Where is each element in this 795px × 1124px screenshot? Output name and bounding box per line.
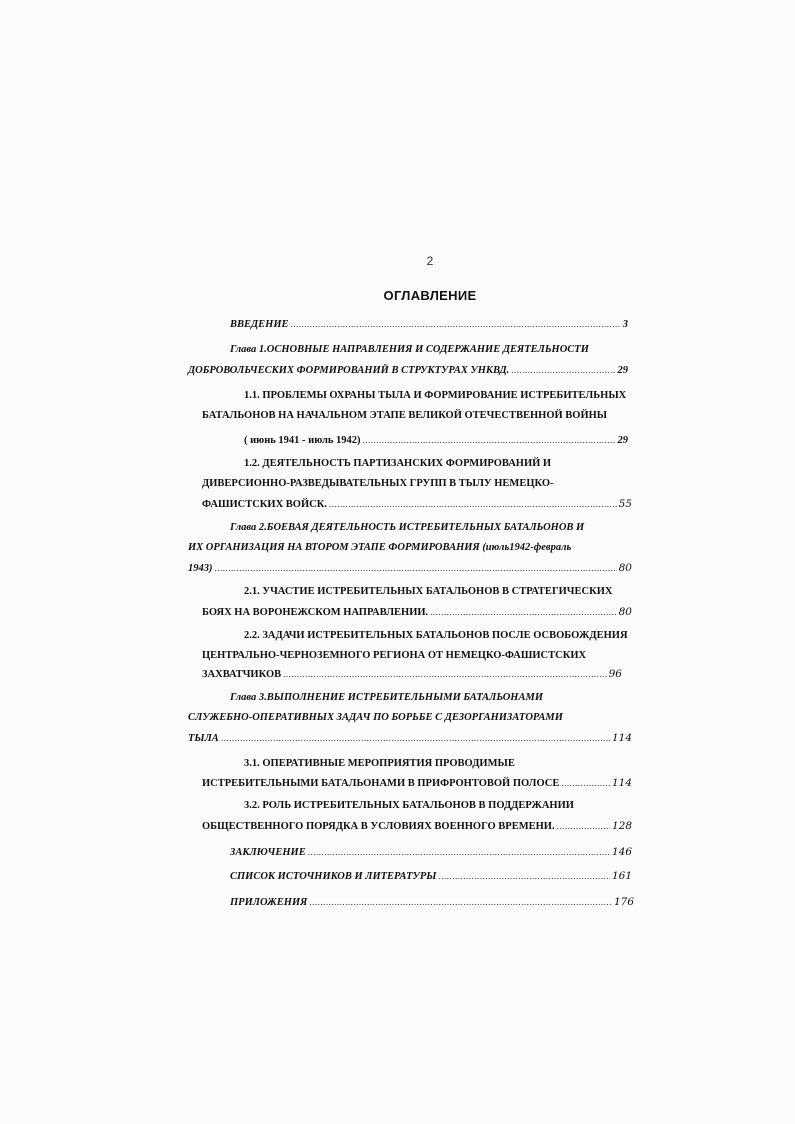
toc-title: ОГЛАВЛЕНИЕ <box>383 288 477 303</box>
toc-entry-chapter-3-line-2[interactable] <box>188 710 648 726</box>
toc-page-number: 176 <box>613 896 634 908</box>
toc-entry-section-3-2-line-1[interactable] <box>244 798 644 814</box>
toc-entry-section-2-1-line-1[interactable] <box>244 584 644 600</box>
toc-entry-section-2-2-line-2[interactable] <box>202 648 642 664</box>
toc-page-number: 55 <box>618 498 632 510</box>
leader-dots <box>363 432 616 448</box>
toc-entry-text: БОЯХ НА ВОРОНЕЖСКОМ НАПРАВЛЕНИИ. <box>202 607 429 618</box>
toc-entry-text: 3.1. ОПЕРАТИВНЫЕ МЕРОПРИЯТИЯ ПРОВОДИМЫЕ <box>244 758 515 769</box>
toc-entry-text: ЗАХВАТЧИКОВ <box>202 669 282 680</box>
toc-entry-text: ОБЩЕСТВЕННОГО ПОРЯДКА В УСЛОВИЯХ ВОЕННОГО ВРЕМЕНИ. <box>202 821 555 832</box>
toc-entry-section-1-1-line-2[interactable] <box>202 408 642 424</box>
toc-page-number: 128 <box>611 820 632 832</box>
toc-entry-text: ПРИЛОЖЕНИЯ <box>230 897 308 908</box>
toc-entry-introduction[interactable] <box>230 316 628 332</box>
toc-entry-section-2-2-line-1[interactable] <box>244 628 644 644</box>
toc-entry-text: 1943) <box>188 563 213 574</box>
toc-entry-text: Глава 3.ВЫПОЛНЕНИЕ ИСТРЕБИТЕЛЬНЫМИ БАТАЛЬОНАМИ <box>230 692 543 703</box>
toc-entry-section-3-2[interactable] <box>202 818 632 834</box>
toc-entry-text: ТЫЛА <box>188 733 219 744</box>
leader-dots <box>329 496 617 512</box>
toc-entry-section-1-2[interactable] <box>202 496 632 512</box>
leader-dots <box>283 666 607 682</box>
toc-entry-text: СПИСОК ИСТОЧНИКОВ И ЛИТЕРАТУРЫ <box>230 871 437 882</box>
toc-entry-section-1-2-line-1[interactable] <box>244 456 644 472</box>
toc-page-number: 114 <box>611 732 632 744</box>
toc-entry-section-2-2[interactable] <box>202 666 622 682</box>
toc-entry-text: ВВЕДЕНИЕ <box>230 319 289 330</box>
toc-entry-chapter-2-line-1[interactable] <box>230 520 650 536</box>
toc-entry-text: ДИВЕРСИОННО-РАЗВЕДЫВАТЕЛЬНЫХ ГРУПП В ТЫЛУ НЕМЕЦКО- <box>202 478 554 489</box>
toc-entry-text: Глава 1.ОСНОВНЫЕ НАПРАВЛЕНИЯ И СОДЕРЖАНИЕ ДЕЯТЕЛЬНОСТИ <box>230 344 589 355</box>
leader-dots <box>291 316 621 332</box>
toc-entry-chapter-3-line-1[interactable] <box>230 690 650 706</box>
toc-page-number: 80 <box>618 562 632 574</box>
toc-page-number: 80 <box>618 606 632 618</box>
toc-entry-conclusion[interactable] <box>230 844 632 860</box>
page-number: 2 <box>426 254 434 268</box>
leader-dots <box>438 868 610 884</box>
toc-page-number: 3 <box>622 319 628 330</box>
toc-page-number: 114 <box>611 777 632 789</box>
toc-entry-section-3-1[interactable] <box>202 775 632 791</box>
toc-entry-text: ИСТРЕБИТЕЛЬНЫМИ БАТАЛЬОНАМИ В ПРИФРОНТОВОЙ ПОЛОСЕ <box>202 778 560 789</box>
toc-entry-chapter-2[interactable] <box>188 560 632 576</box>
toc-page-number: 96 <box>608 668 622 680</box>
toc-entry-text: 1.2. ДЕЯТЕЛЬНОСТЬ ПАРТИЗАНСКИХ ФОРМИРОВАНИЙ И <box>244 458 552 469</box>
toc-entry-bibliography[interactable] <box>230 868 632 884</box>
toc-entry-appendices[interactable] <box>230 894 634 910</box>
toc-entry-text: 3.2. РОЛЬ ИСТРЕБИТЕЛЬНЫХ БАТАЛЬОНОВ В ПОДДЕРЖАНИИ <box>244 800 574 811</box>
leader-dots <box>309 894 612 910</box>
toc-entry-section-1-1[interactable] <box>244 432 628 448</box>
toc-entry-text: ФАШИСТСКИХ ВОЙСК. <box>202 499 327 510</box>
toc-entry-chapter-2-line-2[interactable] <box>188 540 658 556</box>
leader-dots <box>561 775 610 791</box>
toc-entry-text: 2.1. УЧАСТИЕ ИСТРЕБИТЕЛЬНЫХ БАТАЛЬОНОВ В СТРАТЕГИЧЕСКИХ <box>244 586 613 597</box>
leader-dots <box>557 818 610 834</box>
leader-dots <box>308 844 610 860</box>
toc-page-number: 146 <box>611 846 632 858</box>
toc-entry-section-1-2-line-2[interactable] <box>202 476 642 492</box>
toc-entry-section-3-1-line-1[interactable] <box>244 756 644 772</box>
leader-dots <box>430 604 616 620</box>
toc-entry-section-2-1[interactable] <box>202 604 632 620</box>
toc-entry-chapter-1[interactable] <box>188 362 628 378</box>
toc-entry-text: ИХ ОРГАНИЗАЦИЯ НА ВТОРОМ ЭТАПЕ ФОРМИРОВАНИЯ (июль1942-февраль <box>188 542 572 553</box>
toc-page-number: 161 <box>611 870 632 882</box>
toc-page-number: 29 <box>617 435 628 446</box>
toc-entry-text: ЗАКЛЮЧЕНИЕ <box>230 847 306 858</box>
toc-entry-text: ЦЕНТРАЛЬНО-ЧЕРНОЗЕМНОГО РЕГИОНА ОТ НЕМЕЦКО-ФАШИСТСКИХ <box>202 650 587 661</box>
toc-entry-chapter-3[interactable] <box>188 730 632 746</box>
leader-dots <box>511 362 615 378</box>
toc-entry-section-1-1-line-1[interactable] <box>244 388 644 404</box>
toc-entry-text: СЛУЖЕБНО-ОПЕРАТИВНЫХ ЗАДАЧ ПО БОРЬБЕ С ДЕЗОРГАНИЗАТОРАМИ <box>188 712 563 723</box>
toc-entry-text: ДОБРОВОЛЬЧЕСКИХ ФОРМИРОВАНИЙ В СТРУКТУРАХ УНКВД. <box>188 365 510 376</box>
leader-dots <box>221 730 610 746</box>
toc-entry-text: ( июнь 1941 - июль 1942) <box>244 435 361 446</box>
toc-page-number: 29 <box>617 365 628 376</box>
leader-dots <box>215 560 617 576</box>
toc-entry-text: 2.2. ЗАДАЧИ ИСТРЕБИТЕЛЬНЫХ БАТАЛЬОНОВ ПОСЛЕ ОСВОБОЖДЕНИЯ <box>244 630 628 641</box>
toc-entry-text: 1.1. ПРОБЛЕМЫ ОХРАНЫ ТЫЛА И ФОРМИРОВАНИЕ ИСТРЕБИТЕЛЬНЫХ <box>244 390 627 401</box>
toc-entry-text: БАТАЛЬОНОВ НА НАЧАЛЬНОМ ЭТАПЕ ВЕЛИКОЙ ОТЕЧЕСТВЕННОЙ ВОЙНЫ <box>202 410 608 421</box>
toc-entry-text: Глава 2.БОЕВАЯ ДЕЯТЕЛЬНОСТЬ ИСТРЕБИТЕЛЬНЫХ БАТАЛЬОНОВ И <box>230 522 585 533</box>
toc-entry-chapter-1-line-1[interactable] <box>230 342 650 358</box>
